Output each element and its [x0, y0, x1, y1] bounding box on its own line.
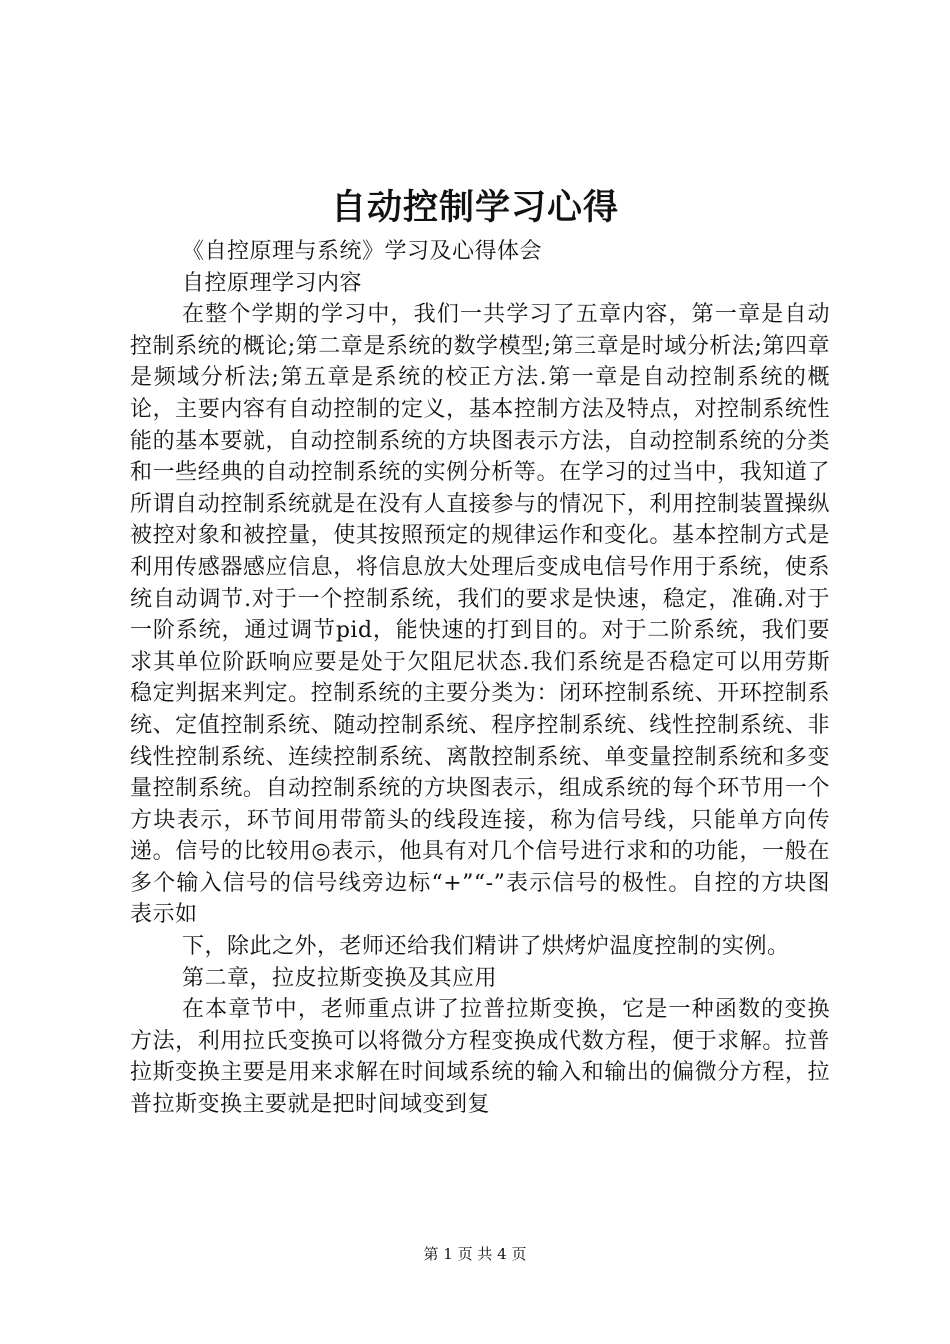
paragraph-subtitle: 《自控原理与系统》学习及心得体会: [182, 239, 543, 264]
document-title: 自动控制学习心得: [330, 188, 619, 228]
document-body: [130, 236, 830, 1121]
page-number-footer: 第 1 页 共 4 页: [423, 1245, 527, 1263]
paragraph-chapter-one-continued: 下，除此之外，老师还给我们精讲了烘烤炉温度控制的实例。: [182, 934, 790, 960]
paragraph-chapter-two: 在本章节中，老师重点讲了拉普拉斯变换，它是一种函数的变换方法，利用拉氏变换可以将微分方程变换成代数方程，便于求解。拉普拉斯变换主要是用来求解在时间域系统的输入和输出的偏微分方程，拉普拉斯变换主要就是把时间域变到复: [130, 997, 830, 1118]
paragraph-section-heading: 自控原理学习内容: [182, 270, 363, 296]
paragraph-chapter-two-heading: 第二章，拉皮拉斯变换及其应用: [182, 965, 498, 991]
paragraph-chapter-one: 在整个学期的学习中，我们一共学习了五章内容，第一章是自动控制系统的概论;第二章是系统的数学模型;第三章是时域分析法;第四章是频域分析法;第五章是系统的校正方法.第一章是自动控制系统的概论，主要内容有自动控制的定义，基本控制方法及特点，对控制系统性能的基本要就，自动控制系统的方块图表示方法，自动控制系统的分类和一些经典的自动控制系统的实例分析等。在学习的过当中，我知道了所谓自动控制系统就是在没有人直接参与的情况下，利用控制装置操纵被控对象和被控量，使其按照预定的规律运作和变化。基本控制方式是利用传感器感应信息，将信息放大处理后变成电信号作用于系统，使系统自动调节.对于一个控制系统，我们的要求是快速，稳定，准确.对于一阶系统，通过调节pid，能快速的打到目的。对于二阶系统，我们要求其单位阶跃响应要是处于欠阻尼状态.我们系统是否稳定可以用劳斯稳定判据来判定。控制系统的主要分类为：闭环控制系统、开环控制系统、定值控制系统、随动控制系统、程序控制系统、线性控制系统、非线性控制系统、连续控制系统、离散控制系统、单变量控制系统和多变量控制系统。自动控制系统的方块图表示，组成系统的每个环节用一个方块表示，环节间用带箭头的线段连接，称为信号线，只能单方向传递。信号的比较用◎表示，他具有对几个信号进行求和的功能，一般在多个输入信号的信号线旁边标“+”“-”表示信号的极性。自控的方块图表示如: [130, 302, 830, 928]
